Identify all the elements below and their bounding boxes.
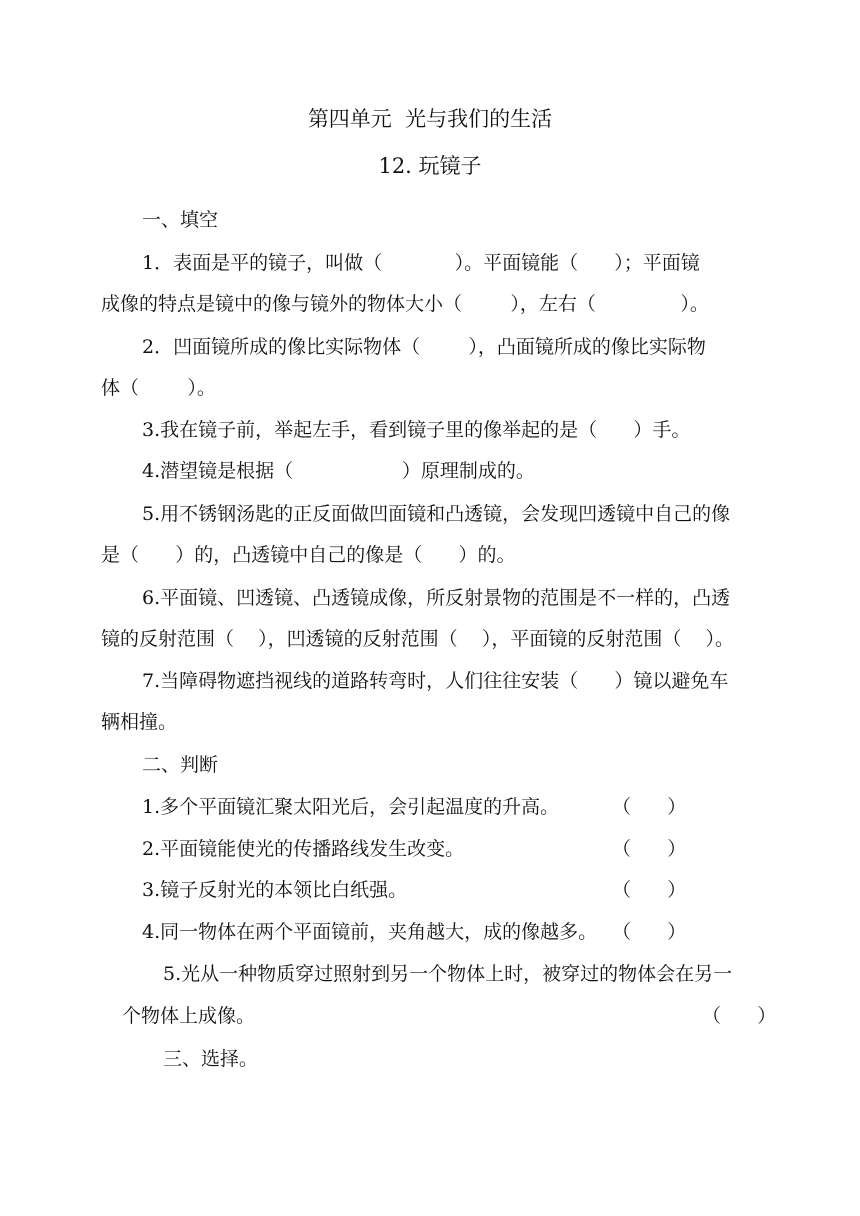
judge-question-2: 2.平面镜能使光的传播路线发生改变。 [142,838,465,860]
judge-bracket-2: （ ） [612,838,687,860]
judge-question-5-line-1: 5.光从一种物质穿过照射到另一个物体上时，被穿过的物体会在另一 [163,963,733,985]
fill-question-5-line-2: 是（ ）的，凸透镜中自己的像是（ ）的。 [101,544,516,566]
section-heading-choice: 三、选择。 [163,1048,259,1070]
lesson-title: 12. 玩镜子 [378,154,482,178]
judge-question-1: 1.多个平面镜汇聚太阳光后，会引起温度的升高。 [142,796,560,818]
fill-question-7-line-2: 辆相撞。 [101,711,178,733]
section-heading-judge: 二、判断 [142,754,219,776]
unit-title: 第四单元 光与我们的生活 [307,107,553,131]
judge-question-5-line-2: 个物体上成像。 [122,1005,256,1027]
section-heading-fill-blank: 一、填空 [142,209,219,231]
fill-question-2-line-1: 2．凹面镜所成的像比实际物体（ ），凸面镜所成的像比实际物 [142,336,706,358]
judge-bracket-4: （ ） [612,921,687,943]
judge-bracket-5: （ ） [702,1005,777,1027]
judge-bracket-1: （ ） [612,796,687,818]
fill-question-1-line-2: 成像的特点是镜中的像与镜外的物体大小（ ），左右（ ）。 [101,293,709,315]
fill-question-6-line-2: 镜的反射范围（ ），凹透镜的反射范围（ ），平面镜的反射范围（ ）。 [101,628,734,650]
fill-question-4: 4.潜望镜是根据（ ）原理制成的。 [142,460,535,482]
judge-question-3: 3.镜子反射光的本领比白纸强。 [142,879,408,901]
fill-question-1-line-1: 1．表面是平的镜子，叫做（ ）。平面镜能（ ）；平面镜 [142,252,700,274]
fill-question-5-line-1: 5.用不锈钢汤匙的正反面做凹面镜和凸透镜，会发现凹透镜中自己的像 [142,503,731,525]
fill-question-3: 3.我在镜子前，举起左手，看到镜子里的像举起的是（ ）手。 [142,419,691,441]
judge-bracket-3: （ ） [612,879,687,901]
fill-question-7-line-1: 7.当障碍物遮挡视线的道路转弯时，人们往往安装（ ）镜以避免车 [142,670,729,692]
judge-question-4: 4.同一物体在两个平面镜前，夹角越大，成的像越多。 [142,921,598,943]
fill-question-6-line-1: 6.平面镜、凹透镜、凸透镜成像，所反射景物的范围是不一样的，凸透 [142,587,731,609]
fill-question-2-line-2: 体（ ）。 [101,377,216,399]
